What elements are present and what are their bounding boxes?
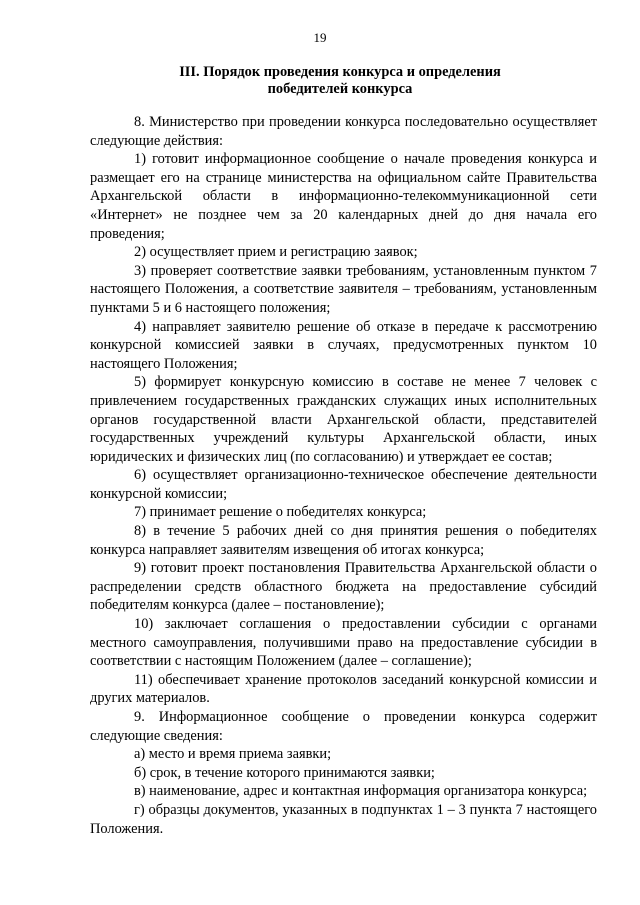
list-item-7: 7) принимает решение о победителях конкурса;	[134, 504, 427, 521]
section-title	[90, 64, 590, 98]
list-item-b: б) срок, в течение которого принимаются заявки;	[134, 764, 435, 781]
list-item-4: 4) направляет заявителю решение об отказе в передаче к рассмотрению конкурсной комиссией заявки в случаях, предусмотренных пунктом 10 настоящего Положения;	[90, 318, 597, 372]
section-title-line-1: III. Порядок проведения конкурса и определения	[179, 64, 501, 80]
paragraph-8-intro: 8. Министерство при проведении конкурса последовательно осуществляет следующие действия:	[90, 114, 597, 149]
section-title-line-2: победителей конкурса	[267, 81, 413, 97]
list-item-9: 9) готовит проект постановления Правительства Архангельской области о распределении средств областного бюджета на предоставление субсидий победителям конкурса (далее – постановление);	[90, 560, 597, 614]
list-item-6: 6) осуществляет организационно-техническое обеспечение деятельности конкурсной комиссии;	[90, 467, 597, 502]
list-item-10: 10) заключает соглашения о предоставлении субсидии с органами местного самоуправления, получившими право на предоставление субсидии в соответствии с настоящим Положением (далее – соглашение);	[90, 616, 597, 670]
list-item-3: 3) проверяет соответствие заявки требованиям, установленным пунктом 7 настоящего Положения, а соответствие заявителя – требованиям, установленным пунктами 5 и 6 настоящего положения;	[90, 262, 597, 316]
list-item-v: в) наименование, адрес и контактная информация организатора конкурса;	[134, 783, 588, 800]
paragraph-9-intro: 9. Информационное сообщение о проведении конкурса содержит следующие сведения:	[90, 709, 597, 744]
list-item-8: 8) в течение 5 рабочих дней со дня принятия решения о победителях конкурса направляет заявителям извещения об итогах конкурса;	[90, 523, 597, 558]
list-item-g: г) образцы документов, указанных в подпунктах 1 – 3 пункта 7 настоящего Положения.	[90, 801, 597, 837]
list-item-11: 11) обеспечивает хранение протоколов заседаний конкурсной комиссии и других материалов.	[90, 671, 597, 707]
list-item-2: 2) осуществляет прием и регистрацию заявок;	[134, 244, 418, 261]
document-body	[90, 113, 597, 838]
list-item-a: а) место и время приема заявки;	[134, 746, 332, 763]
page-number: 19	[313, 30, 327, 45]
list-item-1: 1) готовит информационное сообщение о начале проведения конкурса и размещает его на странице министерства на официальном сайте Правительства Архангельской области в информационно-телекоммуникационной сети «Интернет» не позднее чем за 20 календарных дней до дня начала его проведения;	[90, 151, 597, 242]
list-item-5: 5) формирует конкурсную комиссию в составе не менее 7 человек с привлечением государственных гражданских служащих иных исполнительных органов государственной власти Архангельской области, представителей государственных учреждений культуры Архангельской области, иных юридических и физических лиц (по согласованию) и утверждает ее состав;	[90, 374, 597, 465]
